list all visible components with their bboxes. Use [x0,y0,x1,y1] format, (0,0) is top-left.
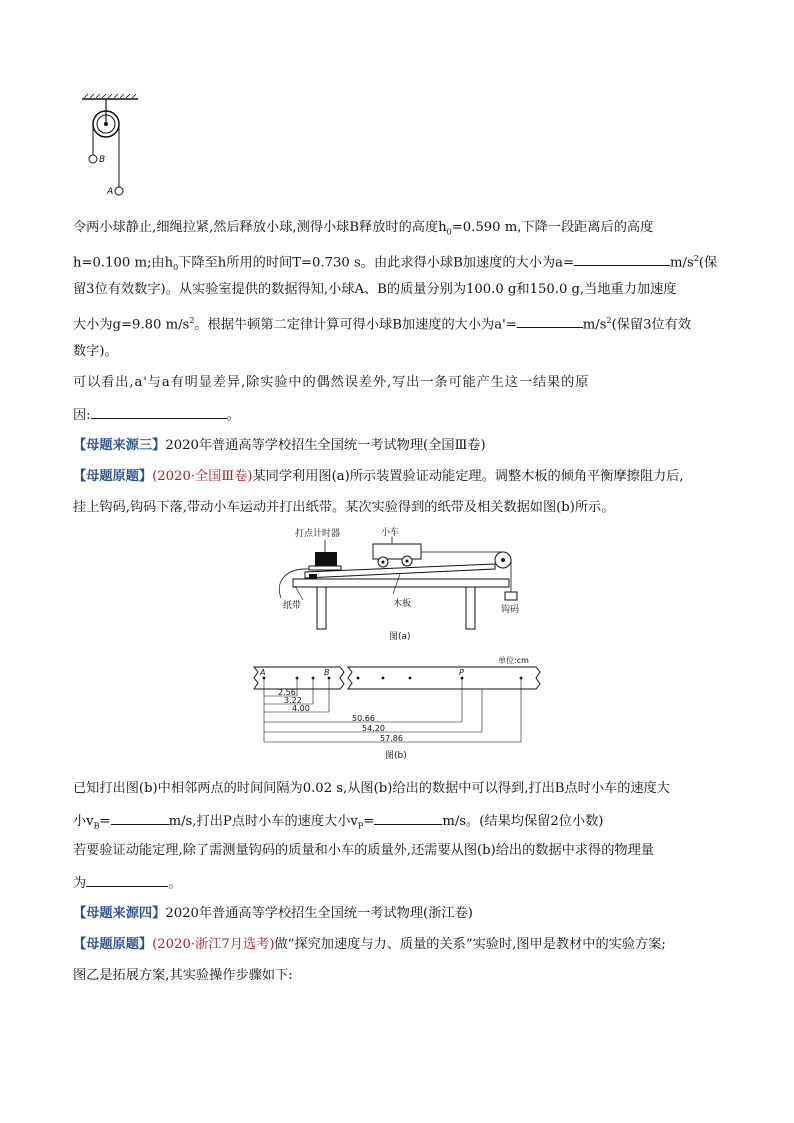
figure-b [240,652,550,762]
dist-4-00: 4.00 [292,704,310,713]
tape-label: 纸带 [283,601,302,611]
weight-label: 钩码 [501,605,520,615]
answer-blank-reason[interactable] [91,405,227,419]
dist-2-56: 2.56 [278,688,296,697]
figure-a [265,522,535,644]
answer-blank-quantity[interactable] [86,873,168,887]
para2-line2: 因: 。 [73,405,240,425]
problem3-line2: 挂上钩码,钩码下落,带动小车运动并打出纸带。某次实验得到的纸带及相关数据如图(b)所示。 [73,500,615,515]
para1-line5: 数字)。 [73,344,118,359]
para3-line2: 小$v_B= m/s$,打出P点时小车的速度大小$v_P= m/s$。(结果均保留2位小数) [73,811,603,836]
timer-label: 打点计时器 [295,529,341,539]
figure-a-caption: 图(a) [389,632,411,642]
answer-blank-a-prime[interactable] [517,314,583,328]
para2-line1: 可以看出,a'与a有明显差异,除实验中的偶然误差外,写出一条可能产生这一结果的原 [73,375,590,390]
cart-label: 小车 [381,528,400,538]
pulley-figure [80,94,145,198]
label-a: A [107,187,114,197]
answer-blank-a[interactable] [574,252,670,266]
point-b: B [324,668,330,677]
dist-57-86: 57.86 [380,734,403,743]
para1-line2: h=0.100 m;由$h_0$下降至h所用的时间T=0.730 s。由此求得小球B加速度的大小为$a= m/s^2$(保 [73,254,718,273]
unit-label: 单位:cm [498,656,529,665]
dist-50-66: 50.66 [352,714,375,723]
answer-blank-vb[interactable] [111,811,169,825]
answer-blank-vp[interactable] [374,811,442,825]
para3-line1: 已知打出图(b)中相邻两点的时间间隔为0.02 s,从图(b)给出的数据中可以得到,打出B点时小车的速度大 [73,781,670,796]
dist-54-20: 54.20 [362,724,385,733]
label-b: B [99,155,106,165]
point-a: A [260,668,266,677]
point-p: P [459,668,464,677]
para4-line2: 为 。 [73,873,181,893]
source4-line: 【母题来源四】2020年普通高等学校招生全国统一考试物理(浙江卷) [73,906,473,921]
source3-line: 【母题来源三】2020年普通高等学校招生全国统一考试物理(全国Ⅲ卷) [73,438,486,453]
figure-b-caption: 图(b) [385,751,407,761]
para1-line3: 留3位有效数字)。从实验室提供的数据得知,小球A、B的质量分别为100.0 g和150.0 g,当地重力加速度 [73,282,677,297]
problem4-line1: 【母题原题】(2020·浙江7月选考)做“探究加速度与力、质量的关系”实验时,图甲是教材中的实验方案; [73,937,666,952]
problem4-line2: 图乙是拓展方案,其实验操作步骤如下: [73,968,293,983]
para1-line1: 令两小球静止,细绳拉紧,然后释放小球,测得小球B释放时的高度$h_0=0.590$ m,下降一段距离后的高度 [73,220,654,237]
dist-3-22: 3.22 [284,696,302,705]
para4-line1: 若要验证动能定理,除了需测量钩码的质量和小车的质量外,还需要从图(b)给出的数据中求得的物理量 [73,843,654,858]
problem3-line1: 【母题原题】(2020·全国Ⅲ卷)某同学利用图(a)所示装置验证动能定理。调整木板的倾角平衡摩擦阻力后, [73,469,684,484]
board-label: 木板 [393,599,412,609]
para1-line4: 大小为g=9.80 $m/s^2$。根据牛顿第二定律计算可得小球B加速度的大小为$a'= m/s^2$(保留3位有效 [73,316,692,333]
